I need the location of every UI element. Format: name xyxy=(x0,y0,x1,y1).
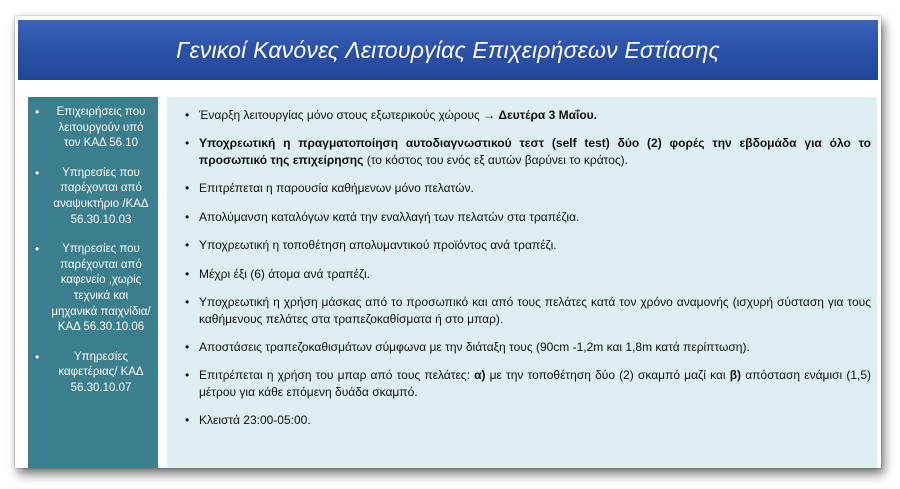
business-type-item xyxy=(34,105,152,152)
business-type-item xyxy=(34,242,152,336)
slide-title: Γενικοί Κανόνες Λειτουργίας Επιχειρήσεων Εστίασης xyxy=(176,36,720,63)
rule-text: Έναρξη λειτουργίας μόνο στους εξωτερικούς χώρους → xyxy=(199,108,499,122)
bullet-icon: • xyxy=(185,368,190,383)
slide-frame xyxy=(15,16,881,468)
rule-text-bold: α) xyxy=(474,368,486,383)
rule-text: Απολύμανση καταλόγων κατά την εναλλαγή των πελατών στα τραπέζια. xyxy=(199,209,580,224)
bullet-icon: • xyxy=(185,266,190,281)
bullet-icon: • xyxy=(185,339,190,354)
business-type-text: Υπηρεσίες που παρέχονται από καφενείο ,χωρίς τεχνικά και μηχανικά παιχνίδια/ ΚΑΔ 56.30.10.06 xyxy=(51,243,151,334)
rule-item xyxy=(185,107,871,124)
rule-text: Υποχρεωτική η χρήση μάσκας από το προσωπικό και από τους πελάτες κατά τον χρόνο αναμονής (ισχυρή σύσταση για τους καθήμενους πελάτες στα τραπεζοκαθίσματα ή στο μπαρ). xyxy=(199,294,871,326)
rule-item xyxy=(185,412,871,429)
business-type-item xyxy=(34,166,152,228)
bullet-icon: • xyxy=(185,136,190,151)
business-types-panel xyxy=(28,97,158,468)
rule-item xyxy=(185,209,871,226)
business-type-text: Υπηρεσίες καφετέριας/ ΚΑΔ 56.30.10.07 xyxy=(58,350,144,394)
rule-text-bold: β) xyxy=(729,368,742,383)
bullet-icon: • xyxy=(185,209,190,224)
rule-text: Μέχρι έξι (6) άτομα ανά τραπέζι. xyxy=(199,266,370,281)
business-type-text: Υπηρεσίες που παρέχονται από αναψυκτήριο /ΚΑΔ 56.30.10.03 xyxy=(53,166,149,226)
rule-text: Κλειστά 23:00-05:00. xyxy=(199,413,311,428)
rule-text-bold: Υποχρεωτική η πραγματοποίηση αυτοδιαγνωστικού τεστ (self test) δύο (2) φορές την εβδομάδα για όλο το προσωπικό της επιχείρησης xyxy=(199,136,871,167)
rule-item xyxy=(185,339,871,356)
rule-item xyxy=(185,294,871,327)
rule-text: (το κόστος του ενός εξ αυτών βαρύνει το κράτος). xyxy=(363,152,628,167)
rules-panel xyxy=(167,97,877,468)
bullet-icon: • xyxy=(185,413,190,428)
bullet-icon: • xyxy=(185,108,190,122)
rule-item xyxy=(185,237,871,254)
bullet-icon: • xyxy=(185,181,190,196)
rule-text: Επιτρέπεται η χρήση του μπαρ από τους πελάτες: xyxy=(199,368,475,383)
business-type-item xyxy=(34,350,152,397)
rule-text: Αποστάσεις τραπεζοκαθισμάτων σύμφωνα με την διάταξη τους (90cm -1,2m και 1,8m κατά περίπτωση). xyxy=(199,339,750,354)
bullet-icon: • xyxy=(35,105,40,119)
business-type-text: Επιχειρήσεις που λειτουργούν υπό τον ΚΑΔ 56.10 xyxy=(56,106,146,150)
bullet-icon: • xyxy=(35,349,40,364)
title-banner xyxy=(18,20,878,80)
rule-item xyxy=(185,135,871,168)
business-types-list xyxy=(34,105,152,397)
rule-text-bold: Δευτέρα 3 Μαΐου. xyxy=(498,108,597,122)
bullet-icon: • xyxy=(35,165,40,180)
bullet-icon: • xyxy=(185,238,190,253)
bullet-icon: • xyxy=(35,242,40,257)
rule-item xyxy=(185,266,871,283)
rule-item xyxy=(185,180,871,197)
rule-text: Υποχρεωτική η τοποθέτηση απολυμαντικού προϊόντος ανά τραπέζι. xyxy=(199,238,557,253)
rule-item xyxy=(185,367,871,400)
rule-text: απόσταση ενάμισι (1,5) μέτρου για κάθε επόμενη δυάδα σκαμπό. xyxy=(199,368,871,399)
rule-text: με την τοποθέτηση δύο (2) σκαμπό μαζί και xyxy=(485,368,730,383)
rule-text: Επιτρέπεται η παρουσία καθήμενων μόνο πελατών. xyxy=(199,181,474,196)
rules-list xyxy=(185,107,871,429)
bullet-icon: • xyxy=(185,294,190,309)
